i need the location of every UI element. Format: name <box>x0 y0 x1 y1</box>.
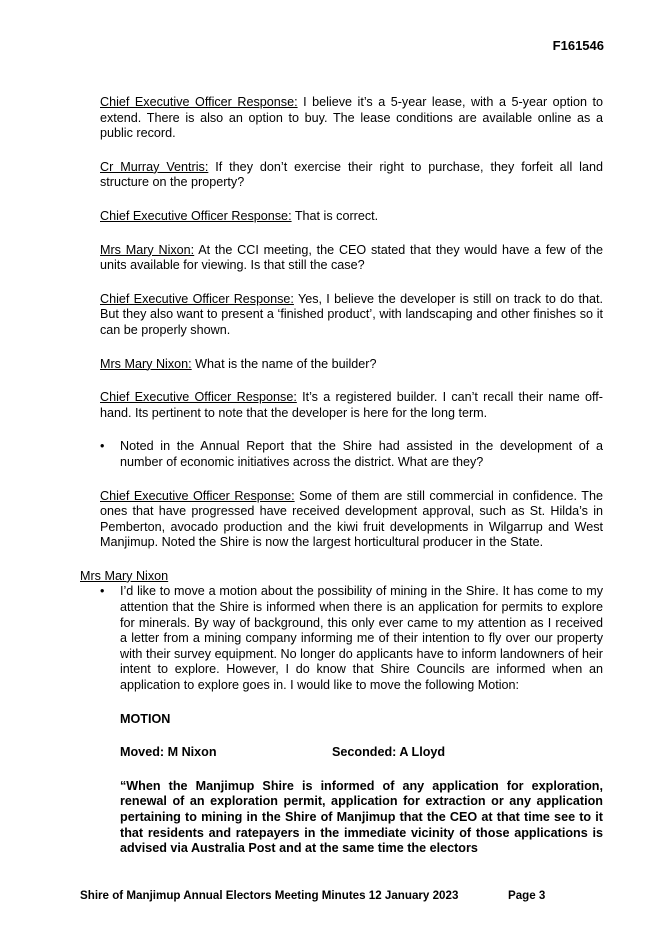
footer-title: Shire of Manjimup Annual Electors Meeting Minutes 12 January 2023 <box>80 889 459 902</box>
speech-text: What is the name of the builder? <box>191 356 377 371</box>
qa-entry <box>100 489 603 551</box>
bullet-icon: • <box>100 584 105 599</box>
proposal-text: I’d like to move a motion about the possibility of mining in the Shire. It has come to my attention that the Shire is informed when there is an application for permits to explore for minerals. By way of background, this only ever came to my attention as I received a letter from a mining company informing me of their intention to fly over our property with their survey equipment. No longer do applicants have to inform landowners of heir intent to explore. However, I do know that Shire Councils are informed when an application to explore goes in. I would like to move the following Motion: <box>120 584 603 693</box>
speech-text: Some of them are still commercial in confidence. The ones that have progressed have received development approval, such as St. Hilda’s in Pemberton, avocado production and the kiwi fruit developments in Wilgarrup and West Manjimup. Noted the Shire is now the largest horticultural producer in the State. <box>100 488 603 550</box>
qa-entry <box>100 160 603 191</box>
qa-entry <box>100 243 603 274</box>
speaker-label: Chief Executive Officer Response: <box>100 95 298 109</box>
speech-text: I believe it’s a 5-year lease, with a 5-year option to extend. There is also an option to buy. The lease conditions are available online as a public record. <box>100 95 603 141</box>
speech-text: Yes, I believe the developer is still on track to do that. But they also want to present a ‘finished product’, with landscaping and other finishes so it can be properly shown. <box>100 291 603 337</box>
speaker-label: Chief Executive Officer Response: <box>100 488 295 503</box>
seconded-by: Seconded: A Lloyd <box>332 745 446 760</box>
speaker-label: Mrs Mary Nixon: <box>100 356 192 371</box>
qa-entry <box>100 209 603 225</box>
document-code: F161546 <box>552 38 604 53</box>
section-heading: Mrs Mary Nixon <box>80 568 169 583</box>
speaker-label: Chief Executive Officer Response: <box>100 390 297 405</box>
speech-text: At the CCI meeting, the CEO stated that they would have a few of the units available for viewing. Is that still the case? <box>100 242 603 273</box>
moved-seconded-row <box>120 745 603 761</box>
qa-entry <box>100 95 603 142</box>
bullet-icon: • <box>100 439 105 454</box>
motion-text: “When the Manjimup Shire is informed of any application for exploration, renewal of an exploration permit, application for extraction or any application pertaining to mining in the Shire of Manjimup that the CEO at that time see to it that residents and ratepayers in the immediate vicinity of those applications is advised via Australia Post and at the same time the electors <box>120 778 603 856</box>
speaker-label: Mrs Mary Nixon: <box>100 242 195 257</box>
speech-text: If they don’t exercise their right to purchase, they forfeit all land structure on the property? <box>100 159 603 190</box>
speech-text: It’s a registered builder. I can’t recall their name off-hand. Its pertinent to note that the developer is here for the long term. <box>100 390 603 420</box>
minutes-body <box>80 95 603 875</box>
speaker-label: Chief Executive Officer Response: <box>100 208 292 223</box>
bullet-question-text: Noted in the Annual Report that the Shire had assisted in the development of a number of economic initiatives across the district. What are they? <box>120 439 603 469</box>
speaker-label: Chief Executive Officer Response: <box>100 291 294 306</box>
qa-entry <box>100 357 603 373</box>
qa-entry <box>100 390 603 421</box>
speech-text: That is correct. <box>291 208 379 223</box>
page-number: Page 3 <box>508 889 546 902</box>
motion-label: MOTION <box>120 711 171 726</box>
moved-by: Moved: M Nixon <box>120 745 217 760</box>
speaker-label: Cr Murray Ventris: <box>100 159 209 174</box>
qa-entry <box>100 292 603 339</box>
motion-proposal <box>100 584 603 856</box>
bullet-question <box>100 439 603 470</box>
